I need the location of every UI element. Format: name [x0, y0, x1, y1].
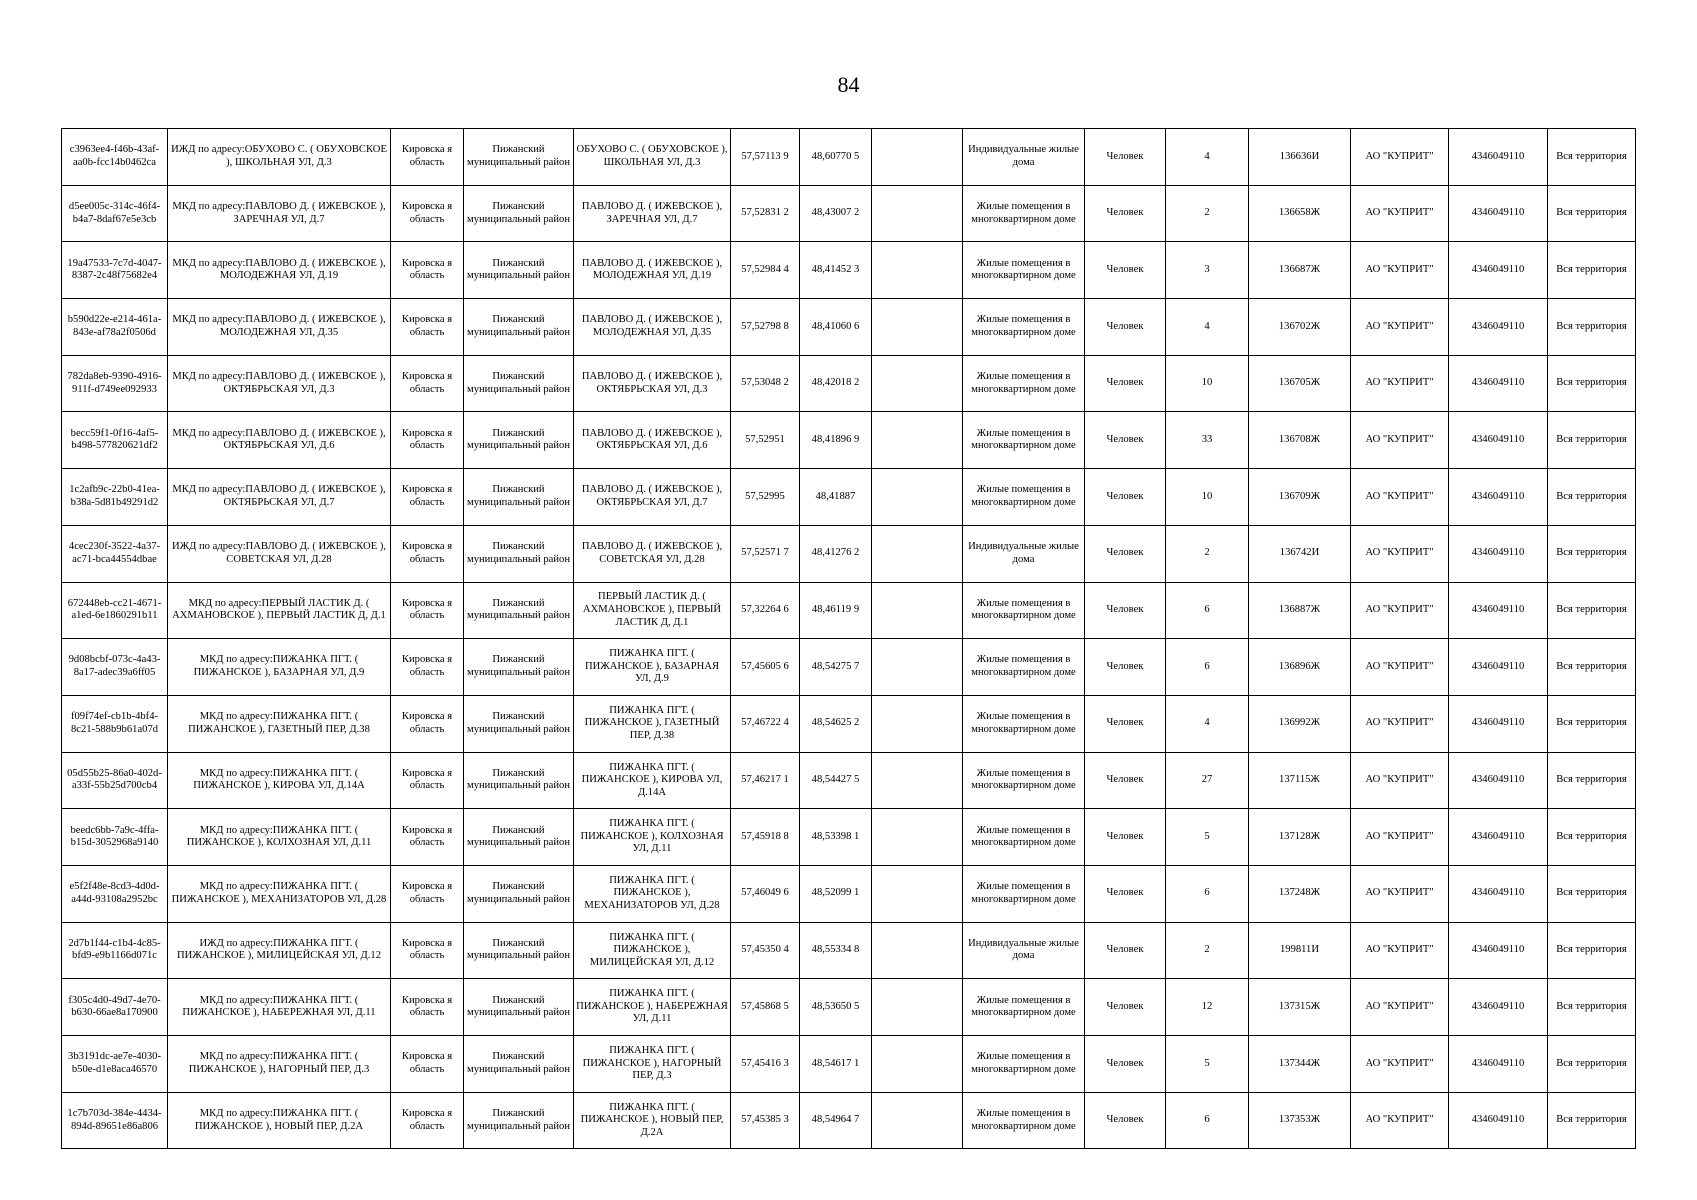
region-cell: Кировска я область [391, 412, 464, 469]
registry-table [61, 128, 1636, 1149]
object-id-cell: 3b3191dc-ae7e-4030-b50e-d1e8aca46570 [62, 1036, 168, 1093]
region-cell: Кировска я область [391, 865, 464, 922]
account-code-cell: 136658Ж [1249, 185, 1351, 242]
inn-cell: 4346049110 [1449, 129, 1548, 186]
table-row [62, 1092, 1636, 1149]
longitude-cell: 48,60770 5 [800, 129, 872, 186]
resident-count-cell: 6 [1166, 865, 1249, 922]
table-body [62, 129, 1636, 1149]
object-id-cell: beedc6bb-7a9c-4ffa-b15d-3052968a9140 [62, 809, 168, 866]
organization-cell: АО "КУПРИТ" [1351, 695, 1449, 752]
address-cell: ПАВЛОВО Д. ( ИЖЕВСКОЕ ), СОВЕТСКАЯ УЛ, Д.28 [574, 525, 731, 582]
object-description-cell: МКД по адресу:ПАВЛОВО Д. ( ИЖЕВСКОЕ ), МОЛОДЕЖНАЯ УЛ, Д.35 [168, 299, 391, 356]
address-cell: ПАВЛОВО Д. ( ИЖЕВСКОЕ ), МОЛОДЕЖНАЯ УЛ, Д.35 [574, 299, 731, 356]
latitude-cell: 57,57113 9 [731, 129, 800, 186]
object-id-cell: b590d22e-e214-461a-843e-af78a2f0506d [62, 299, 168, 356]
latitude-cell: 57,45918 8 [731, 809, 800, 866]
account-code-cell: 136687Ж [1249, 242, 1351, 299]
district-cell: Пижанский муниципальный район [464, 865, 574, 922]
unit-cell: Человек [1085, 185, 1166, 242]
object-id-cell: 782da8eb-9390-4916-911f-d749ee092933 [62, 355, 168, 412]
latitude-cell: 57,45868 5 [731, 979, 800, 1036]
resident-count-cell: 6 [1166, 582, 1249, 639]
longitude-cell: 48,54275 7 [800, 639, 872, 696]
resident-count-cell: 2 [1166, 185, 1249, 242]
housing-type-cell: Жилые помещения в многоквартирном доме [963, 809, 1085, 866]
organization-cell: АО "КУПРИТ" [1351, 355, 1449, 412]
inn-cell: 4346049110 [1449, 412, 1548, 469]
latitude-cell: 57,52571 7 [731, 525, 800, 582]
territory-cell: Вся территория [1548, 355, 1636, 412]
longitude-cell: 48,41452 3 [800, 242, 872, 299]
region-cell: Кировска я область [391, 299, 464, 356]
territory-cell: Вся территория [1548, 1092, 1636, 1149]
inn-cell: 4346049110 [1449, 865, 1548, 922]
account-code-cell: 199811И [1249, 922, 1351, 979]
object-description-cell: ИЖД по адресу:ПАВЛОВО Д. ( ИЖЕВСКОЕ ), СОВЕТСКАЯ УЛ, Д.28 [168, 525, 391, 582]
table-row [62, 979, 1636, 1036]
territory-cell: Вся территория [1548, 865, 1636, 922]
region-cell: Кировска я область [391, 355, 464, 412]
territory-cell: Вся территория [1548, 412, 1636, 469]
housing-type-cell: Жилые помещения в многоквартирном доме [963, 752, 1085, 809]
unit-cell: Человек [1085, 752, 1166, 809]
empty-cell [872, 129, 963, 186]
territory-cell: Вся территория [1548, 129, 1636, 186]
unit-cell: Человек [1085, 1036, 1166, 1093]
longitude-cell: 48,52099 1 [800, 865, 872, 922]
unit-cell: Человек [1085, 469, 1166, 526]
account-code-cell: 136709Ж [1249, 469, 1351, 526]
resident-count-cell: 2 [1166, 922, 1249, 979]
table-row [62, 809, 1636, 866]
organization-cell: АО "КУПРИТ" [1351, 412, 1449, 469]
district-cell: Пижанский муниципальный район [464, 752, 574, 809]
address-cell: ПИЖАНКА ПГТ. ( ПИЖАНСКОЕ ), МИЛИЦЕЙСКАЯ УЛ, Д.12 [574, 922, 731, 979]
inn-cell: 4346049110 [1449, 809, 1548, 866]
resident-count-cell: 5 [1166, 809, 1249, 866]
resident-count-cell: 4 [1166, 299, 1249, 356]
latitude-cell: 57,45350 4 [731, 922, 800, 979]
object-id-cell: 1c2afb9c-22b0-41ea-b38a-5d81b49291d2 [62, 469, 168, 526]
inn-cell: 4346049110 [1449, 582, 1548, 639]
empty-cell [872, 979, 963, 1036]
inn-cell: 4346049110 [1449, 752, 1548, 809]
latitude-cell: 57,46722 4 [731, 695, 800, 752]
organization-cell: АО "КУПРИТ" [1351, 1036, 1449, 1093]
district-cell: Пижанский муниципальный район [464, 185, 574, 242]
district-cell: Пижанский муниципальный район [464, 469, 574, 526]
organization-cell: АО "КУПРИТ" [1351, 242, 1449, 299]
organization-cell: АО "КУПРИТ" [1351, 979, 1449, 1036]
account-code-cell: 137128Ж [1249, 809, 1351, 866]
region-cell: Кировска я область [391, 185, 464, 242]
inn-cell: 4346049110 [1449, 355, 1548, 412]
table-row [62, 865, 1636, 922]
object-id-cell: becc59f1-0f16-4af5-b498-577820621df2 [62, 412, 168, 469]
object-description-cell: ИЖД по адресу:ПИЖАНКА ПГТ. ( ПИЖАНСКОЕ ), МИЛИЦЕЙСКАЯ УЛ, Д.12 [168, 922, 391, 979]
object-description-cell: МКД по адресу:ПАВЛОВО Д. ( ИЖЕВСКОЕ ), ОКТЯБРЬСКАЯ УЛ, Д.7 [168, 469, 391, 526]
organization-cell: АО "КУПРИТ" [1351, 185, 1449, 242]
resident-count-cell: 5 [1166, 1036, 1249, 1093]
unit-cell: Человек [1085, 582, 1166, 639]
longitude-cell: 48,41276 2 [800, 525, 872, 582]
latitude-cell: 57,52831 2 [731, 185, 800, 242]
table-row [62, 129, 1636, 186]
latitude-cell: 57,52798 8 [731, 299, 800, 356]
housing-type-cell: Жилые помещения в многоквартирном доме [963, 865, 1085, 922]
latitude-cell: 57,45416 3 [731, 1036, 800, 1093]
empty-cell [872, 185, 963, 242]
housing-type-cell: Жилые помещения в многоквартирном доме [963, 695, 1085, 752]
territory-cell: Вся территория [1548, 299, 1636, 356]
region-cell: Кировска я область [391, 695, 464, 752]
unit-cell: Человек [1085, 1092, 1166, 1149]
inn-cell: 4346049110 [1449, 299, 1548, 356]
empty-cell [872, 639, 963, 696]
region-cell: Кировска я область [391, 469, 464, 526]
empty-cell [872, 809, 963, 866]
district-cell: Пижанский муниципальный район [464, 412, 574, 469]
longitude-cell: 48,46119 9 [800, 582, 872, 639]
organization-cell: АО "КУПРИТ" [1351, 865, 1449, 922]
resident-count-cell: 33 [1166, 412, 1249, 469]
territory-cell: Вся территория [1548, 242, 1636, 299]
address-cell: ПИЖАНКА ПГТ. ( ПИЖАНСКОЕ ), ГАЗЕТНЫЙ ПЕР, Д.38 [574, 695, 731, 752]
empty-cell [872, 299, 963, 356]
region-cell: Кировска я область [391, 582, 464, 639]
housing-type-cell: Жилые помещения в многоквартирном доме [963, 1036, 1085, 1093]
organization-cell: АО "КУПРИТ" [1351, 469, 1449, 526]
latitude-cell: 57,46049 6 [731, 865, 800, 922]
region-cell: Кировска я область [391, 242, 464, 299]
resident-count-cell: 10 [1166, 355, 1249, 412]
inn-cell: 4346049110 [1449, 695, 1548, 752]
region-cell: Кировска я область [391, 922, 464, 979]
object-description-cell: МКД по адресу:ПИЖАНКА ПГТ. ( ПИЖАНСКОЕ ), НОВЫЙ ПЕР, Д.2А [168, 1092, 391, 1149]
object-description-cell: МКД по адресу:ПАВЛОВО Д. ( ИЖЕВСКОЕ ), ОКТЯБРЬСКАЯ УЛ, Д.3 [168, 355, 391, 412]
address-cell: ПИЖАНКА ПГТ. ( ПИЖАНСКОЕ ), НОВЫЙ ПЕР, Д.2А [574, 1092, 731, 1149]
unit-cell: Человек [1085, 922, 1166, 979]
inn-cell: 4346049110 [1449, 242, 1548, 299]
latitude-cell: 57,52984 4 [731, 242, 800, 299]
object-description-cell: МКД по адресу:ПИЖАНКА ПГТ. ( ПИЖАНСКОЕ ), МЕХАНИЗАТОРОВ УЛ, Д.28 [168, 865, 391, 922]
empty-cell [872, 1092, 963, 1149]
resident-count-cell: 27 [1166, 752, 1249, 809]
organization-cell: АО "КУПРИТ" [1351, 525, 1449, 582]
housing-type-cell: Жилые помещения в многоквартирном доме [963, 185, 1085, 242]
district-cell: Пижанский муниципальный район [464, 1036, 574, 1093]
object-description-cell: ИЖД по адресу:ОБУХОВО С. ( ОБУХОВСКОЕ ), ШКОЛЬНАЯ УЛ, Д.3 [168, 129, 391, 186]
resident-count-cell: 6 [1166, 1092, 1249, 1149]
inn-cell: 4346049110 [1449, 1036, 1548, 1093]
territory-cell: Вся территория [1548, 695, 1636, 752]
address-cell: ПАВЛОВО Д. ( ИЖЕВСКОЕ ), ОКТЯБРЬСКАЯ УЛ, Д.6 [574, 412, 731, 469]
resident-count-cell: 2 [1166, 525, 1249, 582]
organization-cell: АО "КУПРИТ" [1351, 1092, 1449, 1149]
region-cell: Кировска я область [391, 525, 464, 582]
inn-cell: 4346049110 [1449, 1092, 1548, 1149]
object-description-cell: МКД по адресу:ПЕРВЫЙ ЛАСТИК Д. ( АХМАНОВСКОЕ ), ПЕРВЫЙ ЛАСТИК Д, Д.1 [168, 582, 391, 639]
housing-type-cell: Жилые помещения в многоквартирном доме [963, 355, 1085, 412]
table-row [62, 469, 1636, 526]
longitude-cell: 48,54617 1 [800, 1036, 872, 1093]
object-description-cell: МКД по адресу:ПАВЛОВО Д. ( ИЖЕВСКОЕ ), ЗАРЕЧНАЯ УЛ, Д.7 [168, 185, 391, 242]
housing-type-cell: Индивидуальные жилые дома [963, 922, 1085, 979]
object-id-cell: 2d7b1f44-c1b4-4c85-bfd9-e9b1166d071c [62, 922, 168, 979]
empty-cell [872, 355, 963, 412]
account-code-cell: 136636И [1249, 129, 1351, 186]
object-id-cell: c3963ee4-f46b-43af-aa0b-fcc14b0462ca [62, 129, 168, 186]
longitude-cell: 48,42018 2 [800, 355, 872, 412]
account-code-cell: 136705Ж [1249, 355, 1351, 412]
housing-type-cell: Жилые помещения в многоквартирном доме [963, 582, 1085, 639]
object-id-cell: 4cec230f-3522-4a37-ac71-bca44554dbae [62, 525, 168, 582]
object-id-cell: 05d55b25-86a0-402d-a33f-55b25d700cb4 [62, 752, 168, 809]
district-cell: Пижанский муниципальный район [464, 809, 574, 866]
object-id-cell: f305c4d0-49d7-4e70-b630-66ae8a170900 [62, 979, 168, 1036]
territory-cell: Вся территория [1548, 639, 1636, 696]
housing-type-cell: Жилые помещения в многоквартирном доме [963, 299, 1085, 356]
district-cell: Пижанский муниципальный район [464, 242, 574, 299]
longitude-cell: 48,54427 5 [800, 752, 872, 809]
object-id-cell: f09f74ef-cb1b-4bf4-8c21-588b9b61a07d [62, 695, 168, 752]
unit-cell: Человек [1085, 525, 1166, 582]
object-description-cell: МКД по адресу:ПИЖАНКА ПГТ. ( ПИЖАНСКОЕ ), НАБЕРЕЖНАЯ УЛ, Д.11 [168, 979, 391, 1036]
account-code-cell: 136896Ж [1249, 639, 1351, 696]
organization-cell: АО "КУПРИТ" [1351, 582, 1449, 639]
housing-type-cell: Жилые помещения в многоквартирном доме [963, 1092, 1085, 1149]
address-cell: ПИЖАНКА ПГТ. ( ПИЖАНСКОЕ ), НАБЕРЕЖНАЯ УЛ, Д.11 [574, 979, 731, 1036]
empty-cell [872, 695, 963, 752]
resident-count-cell: 3 [1166, 242, 1249, 299]
organization-cell: АО "КУПРИТ" [1351, 809, 1449, 866]
housing-type-cell: Жилые помещения в многоквартирном доме [963, 979, 1085, 1036]
account-code-cell: 136708Ж [1249, 412, 1351, 469]
address-cell: ПИЖАНКА ПГТ. ( ПИЖАНСКОЕ ), БАЗАРНАЯ УЛ, Д.9 [574, 639, 731, 696]
latitude-cell: 57,32264 6 [731, 582, 800, 639]
object-id-cell: 19a47533-7c7d-4047-8387-2c48f75682e4 [62, 242, 168, 299]
address-cell: ПАВЛОВО Д. ( ИЖЕВСКОЕ ), ОКТЯБРЬСКАЯ УЛ, Д.7 [574, 469, 731, 526]
inn-cell: 4346049110 [1449, 469, 1548, 526]
latitude-cell: 57,45605 6 [731, 639, 800, 696]
address-cell: ПИЖАНКА ПГТ. ( ПИЖАНСКОЕ ), МЕХАНИЗАТОРОВ УЛ, Д.28 [574, 865, 731, 922]
housing-type-cell: Жилые помещения в многоквартирном доме [963, 412, 1085, 469]
unit-cell: Человек [1085, 355, 1166, 412]
table-row [62, 752, 1636, 809]
table-row [62, 695, 1636, 752]
region-cell: Кировска я область [391, 979, 464, 1036]
territory-cell: Вся территория [1548, 752, 1636, 809]
resident-count-cell: 12 [1166, 979, 1249, 1036]
latitude-cell: 57,53048 2 [731, 355, 800, 412]
latitude-cell: 57,46217 1 [731, 752, 800, 809]
account-code-cell: 137248Ж [1249, 865, 1351, 922]
table-row [62, 299, 1636, 356]
organization-cell: АО "КУПРИТ" [1351, 129, 1449, 186]
unit-cell: Человек [1085, 979, 1166, 1036]
latitude-cell: 57,52951 [731, 412, 800, 469]
object-description-cell: МКД по адресу:ПАВЛОВО Д. ( ИЖЕВСКОЕ ), ОКТЯБРЬСКАЯ УЛ, Д.6 [168, 412, 391, 469]
empty-cell [872, 582, 963, 639]
longitude-cell: 48,54964 7 [800, 1092, 872, 1149]
address-cell: ПАВЛОВО Д. ( ИЖЕВСКОЕ ), МОЛОДЕЖНАЯ УЛ, Д.19 [574, 242, 731, 299]
resident-count-cell: 6 [1166, 639, 1249, 696]
district-cell: Пижанский муниципальный район [464, 525, 574, 582]
organization-cell: АО "КУПРИТ" [1351, 922, 1449, 979]
object-description-cell: МКД по адресу:ПАВЛОВО Д. ( ИЖЕВСКОЕ ), МОЛОДЕЖНАЯ УЛ, Д.19 [168, 242, 391, 299]
region-cell: Кировска я область [391, 129, 464, 186]
district-cell: Пижанский муниципальный район [464, 979, 574, 1036]
district-cell: Пижанский муниципальный район [464, 922, 574, 979]
organization-cell: АО "КУПРИТ" [1351, 752, 1449, 809]
unit-cell: Человек [1085, 865, 1166, 922]
account-code-cell: 136742И [1249, 525, 1351, 582]
longitude-cell: 48,54625 2 [800, 695, 872, 752]
table-row [62, 355, 1636, 412]
address-cell: ПАВЛОВО Д. ( ИЖЕВСКОЕ ), ОКТЯБРЬСКАЯ УЛ, Д.3 [574, 355, 731, 412]
account-code-cell: 137315Ж [1249, 979, 1351, 1036]
table-row [62, 639, 1636, 696]
region-cell: Кировска я область [391, 639, 464, 696]
resident-count-cell: 4 [1166, 129, 1249, 186]
territory-cell: Вся территория [1548, 979, 1636, 1036]
empty-cell [872, 1036, 963, 1093]
organization-cell: АО "КУПРИТ" [1351, 299, 1449, 356]
territory-cell: Вся территория [1548, 809, 1636, 866]
longitude-cell: 48,41887 [800, 469, 872, 526]
unit-cell: Человек [1085, 809, 1166, 866]
housing-type-cell: Индивидуальные жилые дома [963, 129, 1085, 186]
address-cell: ПИЖАНКА ПГТ. ( ПИЖАНСКОЕ ), КОЛХОЗНАЯ УЛ, Д.11 [574, 809, 731, 866]
housing-type-cell: Жилые помещения в многоквартирном доме [963, 242, 1085, 299]
object-description-cell: МКД по адресу:ПИЖАНКА ПГТ. ( ПИЖАНСКОЕ ), БАЗАРНАЯ УЛ, Д.9 [168, 639, 391, 696]
inn-cell: 4346049110 [1449, 979, 1548, 1036]
unit-cell: Человек [1085, 129, 1166, 186]
address-cell: ПЕРВЫЙ ЛАСТИК Д. ( АХМАНОВСКОЕ ), ПЕРВЫЙ ЛАСТИК Д, Д.1 [574, 582, 731, 639]
account-code-cell: 137344Ж [1249, 1036, 1351, 1093]
territory-cell: Вся территория [1548, 582, 1636, 639]
page-number: 84 [837, 72, 860, 97]
table-row [62, 412, 1636, 469]
inn-cell: 4346049110 [1449, 922, 1548, 979]
longitude-cell: 48,53398 1 [800, 809, 872, 866]
address-cell: ПАВЛОВО Д. ( ИЖЕВСКОЕ ), ЗАРЕЧНАЯ УЛ, Д.7 [574, 185, 731, 242]
object-id-cell: 672448eb-cc21-4671-a1ed-6e1860291b11 [62, 582, 168, 639]
object-id-cell: 1c7b703d-384e-4434-894d-89651e86a806 [62, 1092, 168, 1149]
organization-cell: АО "КУПРИТ" [1351, 639, 1449, 696]
latitude-cell: 57,45385 3 [731, 1092, 800, 1149]
unit-cell: Человек [1085, 695, 1166, 752]
resident-count-cell: 4 [1166, 695, 1249, 752]
account-code-cell: 136702Ж [1249, 299, 1351, 356]
region-cell: Кировска я область [391, 1036, 464, 1093]
district-cell: Пижанский муниципальный район [464, 639, 574, 696]
table-row [62, 582, 1636, 639]
longitude-cell: 48,41896 9 [800, 412, 872, 469]
housing-type-cell: Жилые помещения в многоквартирном доме [963, 639, 1085, 696]
object-description-cell: МКД по адресу:ПИЖАНКА ПГТ. ( ПИЖАНСКОЕ ), КИРОВА УЛ, Д.14А [168, 752, 391, 809]
account-code-cell: 136992Ж [1249, 695, 1351, 752]
address-cell: ПИЖАНКА ПГТ. ( ПИЖАНСКОЕ ), КИРОВА УЛ, Д.14А [574, 752, 731, 809]
unit-cell: Человек [1085, 299, 1166, 356]
object-description-cell: МКД по адресу:ПИЖАНКА ПГТ. ( ПИЖАНСКОЕ ), НАГОРНЫЙ ПЕР, Д.3 [168, 1036, 391, 1093]
object-id-cell: e5f2f48e-8cd3-4d0d-a44d-93108a2952bc [62, 865, 168, 922]
address-cell: ОБУХОВО С. ( ОБУХОВСКОЕ ), ШКОЛЬНАЯ УЛ, Д.3 [574, 129, 731, 186]
territory-cell: Вся территория [1548, 185, 1636, 242]
unit-cell: Человек [1085, 242, 1166, 299]
housing-type-cell: Индивидуальные жилые дома [963, 525, 1085, 582]
table-row [62, 525, 1636, 582]
district-cell: Пижанский муниципальный район [464, 695, 574, 752]
empty-cell [872, 412, 963, 469]
latitude-cell: 57,52995 [731, 469, 800, 526]
longitude-cell: 48,43007 2 [800, 185, 872, 242]
inn-cell: 4346049110 [1449, 525, 1548, 582]
district-cell: Пижанский муниципальный район [464, 299, 574, 356]
account-code-cell: 136887Ж [1249, 582, 1351, 639]
unit-cell: Человек [1085, 412, 1166, 469]
empty-cell [872, 922, 963, 979]
empty-cell [872, 865, 963, 922]
territory-cell: Вся территория [1548, 922, 1636, 979]
empty-cell [872, 469, 963, 526]
region-cell: Кировска я область [391, 752, 464, 809]
resident-count-cell: 10 [1166, 469, 1249, 526]
inn-cell: 4346049110 [1449, 639, 1548, 696]
object-description-cell: МКД по адресу:ПИЖАНКА ПГТ. ( ПИЖАНСКОЕ ), ГАЗЕТНЫЙ ПЕР, Д.38 [168, 695, 391, 752]
territory-cell: Вся территория [1548, 525, 1636, 582]
table-row [62, 1036, 1636, 1093]
address-cell: ПИЖАНКА ПГТ. ( ПИЖАНСКОЕ ), НАГОРНЫЙ ПЕР, Д.3 [574, 1036, 731, 1093]
table-row [62, 242, 1636, 299]
longitude-cell: 48,53650 5 [800, 979, 872, 1036]
object-description-cell: МКД по адресу:ПИЖАНКА ПГТ. ( ПИЖАНСКОЕ ), КОЛХОЗНАЯ УЛ, Д.11 [168, 809, 391, 866]
longitude-cell: 48,41060 6 [800, 299, 872, 356]
district-cell: Пижанский муниципальный район [464, 582, 574, 639]
table-row [62, 922, 1636, 979]
region-cell: Кировска я область [391, 809, 464, 866]
housing-type-cell: Жилые помещения в многоквартирном доме [963, 469, 1085, 526]
unit-cell: Человек [1085, 639, 1166, 696]
district-cell: Пижанский муниципальный район [464, 355, 574, 412]
empty-cell [872, 525, 963, 582]
object-id-cell: d5ee005c-314c-46f4-b4a7-8daf67e5e3cb [62, 185, 168, 242]
table-row [62, 185, 1636, 242]
empty-cell [872, 242, 963, 299]
district-cell: Пижанский муниципальный район [464, 1092, 574, 1149]
longitude-cell: 48,55334 8 [800, 922, 872, 979]
account-code-cell: 137115Ж [1249, 752, 1351, 809]
territory-cell: Вся территория [1548, 469, 1636, 526]
district-cell: Пижанский муниципальный район [464, 129, 574, 186]
object-id-cell: 9d08bcbf-073c-4a43-8a17-adec39a6ff05 [62, 639, 168, 696]
territory-cell: Вся территория [1548, 1036, 1636, 1093]
region-cell: Кировска я область [391, 1092, 464, 1149]
empty-cell [872, 752, 963, 809]
account-code-cell: 137353Ж [1249, 1092, 1351, 1149]
inn-cell: 4346049110 [1449, 185, 1548, 242]
